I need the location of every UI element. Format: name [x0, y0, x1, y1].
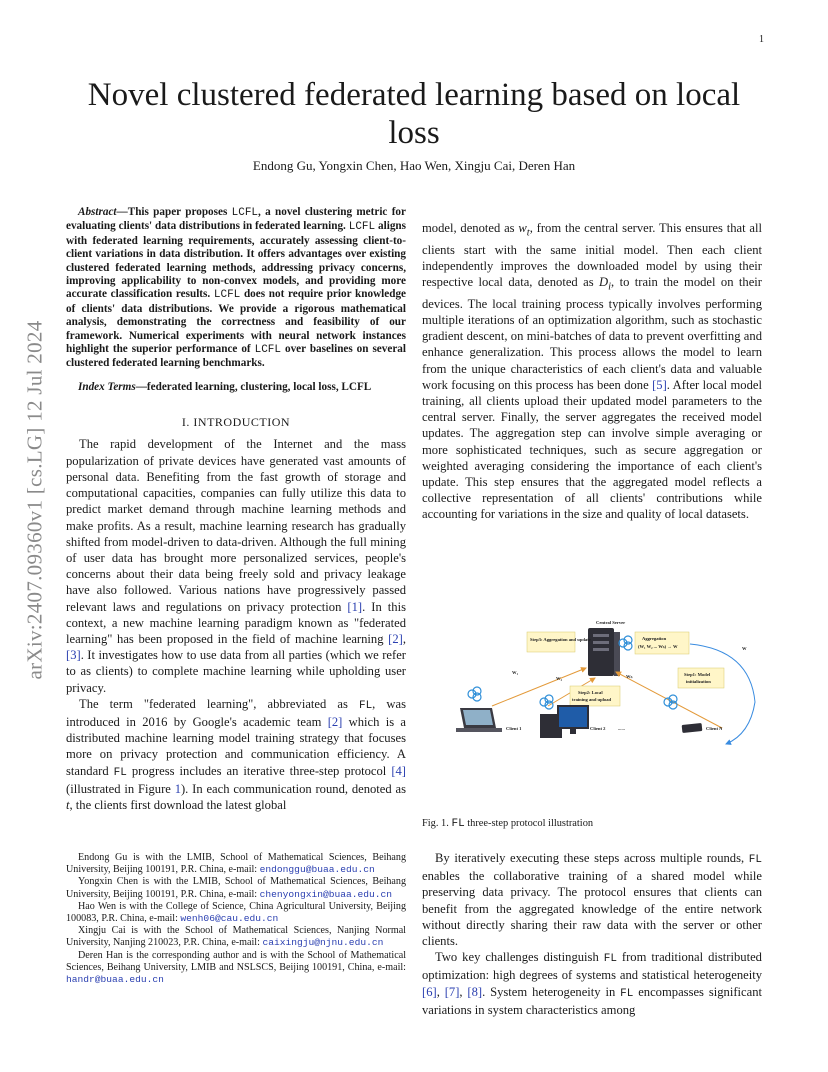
email-link[interactable]: handr@buaa.edu.cn [66, 974, 164, 986]
step1-box [678, 668, 724, 688]
right-column [422, 220, 762, 523]
arxiv-identifier [20, 300, 50, 700]
step3-box [527, 632, 575, 652]
step1-label: Step1: Model [684, 672, 711, 677]
author-footnotes [66, 852, 406, 986]
cloud-icon [619, 636, 632, 650]
clientn-label: Client N [706, 726, 723, 731]
text-run: . After local model training, all clients upload their updated model parameters to the central server. Finally, the server aggregates the received model updates. The aggregation step can involve simple averaging or more sophisticated techniques, such as secure aggregation or weighted averaging considering the importance of each client's update. This step ensures that the aggregated model reflects a collective representation of all clients' contributions while accounting for variations in the size and quality of local datasets. [422, 377, 762, 522]
ellipsis-label: ...... [618, 726, 625, 731]
aggregation-label: Aggregation [642, 636, 667, 641]
figure-link[interactable]: 1 [174, 781, 181, 796]
footnote-1 [66, 852, 406, 876]
section-heading-introduction: I. INTRODUCTION [181, 415, 291, 430]
abstract-text-4: does not require prior knowledge of clients' data distributions. We provide a rigorous mathematical analysis, demonstrating the correctness and feasibility of our framework. Numerical experiments with neural network instances highlight the superior performance of [66, 288, 407, 356]
right-paragraph-3: Two key challenges distinguish FL from traditional distributed optimization: high degrees of systems and statistical heterogeneity [6], [7], [8]. System heterogeneity in FL encompasses significant variations in system characteristics among [422, 950, 762, 1017]
text-run: from traditional distributed optimization: high degrees of systems and statistical heterogeneity [422, 950, 762, 983]
text-run: Xingju Cai is with the School of Mathematical Sciences, Nanjing Normal University, Nanjing 210023, P.R. China, e-mail: [66, 925, 406, 949]
footnote-2 [66, 876, 406, 900]
citation-link[interactable]: [8] [467, 984, 483, 999]
desktop-icon [540, 706, 588, 738]
lcfl-code: LCFL [213, 289, 241, 302]
email-link[interactable]: caixingju@njnu.edu.cn [262, 937, 384, 949]
fl-code: FL [603, 953, 617, 966]
client2-label: Client 2 [590, 726, 606, 731]
math-t-sub: t [526, 227, 530, 239]
phone-icon [682, 723, 703, 733]
lcfl-code: LCFL [231, 207, 259, 219]
text-run: Endong Gu is with the LMIB, School of Mathematical Sciences, Beihang University, Beijing 100191, P.R. China, e-mail: [66, 852, 406, 876]
cloud-icon [468, 687, 481, 701]
left-column [66, 206, 406, 813]
laptop-icon [456, 708, 502, 732]
citation-link[interactable]: [5] [652, 377, 667, 392]
step2-label: Step2: Local [578, 690, 603, 695]
caption-label: Fig. 1. [422, 818, 449, 829]
text-run: Two key challenges distinguish [435, 950, 604, 965]
fl-code: FL [113, 766, 127, 779]
step2-sub: training and upload [572, 697, 612, 702]
index-terms-label: Index Terms [78, 380, 136, 393]
math-i-sub: i [608, 281, 612, 293]
wn-label: Wₙ [626, 674, 633, 679]
footnote-4 [66, 925, 406, 949]
text-run: ). In each communication round, denoted as [180, 781, 406, 796]
right-paragraph-2 [422, 850, 762, 949]
footnote-5 [66, 950, 406, 987]
index-terms [66, 381, 406, 394]
step1-sub: initialization [686, 679, 711, 684]
intro-paragraph-2 [66, 696, 406, 813]
central-server-label: Central Server [596, 620, 626, 625]
text-run: , to train the model on their devices. The local training process typically involves performing multiple iterations of an optimization algorithm, such as stochastic gradient descent, on mini-batches of data to prevent overfitting and enhance generalization. This process allows the model to learn from the unique characteristics of each client's data and valuable work focusing on this process has been done [422, 275, 762, 392]
abstract [66, 206, 406, 371]
abstract-label: Abstract [78, 206, 117, 218]
right-paragraph-1 [422, 220, 762, 523]
page-number: 1 [759, 34, 764, 45]
client1-label: Client 1 [506, 726, 522, 731]
fl-code: FL [748, 854, 762, 866]
w1-label: W₁ [512, 670, 518, 675]
citation-link[interactable]: [6] [422, 984, 437, 999]
text-run: model, denoted as [422, 221, 519, 235]
index-terms-text: —federated learning, clustering, local loss, LCFL [135, 380, 372, 393]
text-run: . System heterogeneity in [482, 984, 621, 999]
text-run: , was introduced in 2016 by Google's academic team [66, 696, 406, 729]
text-run: , from the central server. This ensures that all clients start with the same initial model. Then each client independently improves the downloaded model by using their respective local data, denoted as [422, 221, 762, 290]
abstract-text-1: —This paper proposes [116, 206, 232, 218]
citation-link[interactable]: [2] [388, 631, 403, 646]
abstract-text-2: , a novel clustering metric for evaluating clients' data distributions in federated learning. [66, 206, 406, 233]
text-run: The rapid development of the Internet and the mass popularization of private devices have generated vast amounts of personal data. Benefiting from the fast growth of storage and computational capacities, companies can fully utilize this data to predict market demand through machine learning methods and make profits. As a result, machine learning research has gradually shifted from model-driven to data-driven. Although the full mining of user data has brought more personalized services, people's concerns about their data being freely sold and privacy leakage have also followed. Various nations have progressively passed relevant laws and regulations on privacy protection [66, 437, 406, 614]
caption-text: three-step protocol illustration [464, 818, 594, 829]
fl-code: FL [620, 987, 634, 1000]
paper-title: Novel clustered federated learning based on local loss [87, 77, 741, 151]
citation-link[interactable]: [2] [327, 714, 343, 729]
aggregation-formula: (W₁ W₂ ... Wₙ) → W [638, 644, 678, 649]
cloud-icon [664, 695, 677, 709]
text-run: progress includes an iterative three-step protocol [126, 763, 392, 778]
step2-box [570, 686, 620, 706]
text-run: By iteratively executing these steps across multiple rounds, [435, 851, 749, 865]
w2-label: W₂ [556, 676, 562, 681]
intro-paragraph-1: The rapid development of the Internet and the mass popularization of private devices have generated vast amounts of personal data. Benefiting from the fast growth of storage and computational capacities, companies can fully utilize this data to predict market demand through machine learning methods and make profits. As a result, machine learning research has gradually shifted from model-driven to data-driven. Although the full mining of user data has brought more personalized services, people's concerns about their data being freely sold and privacy leakage have also followed. Various nations have progressively passed relevant laws and regulations on privacy protection [1]. In this context, a new machine learning paradigm known as "federated learning" has been proposed in the field of machine learning [2], [3]. It investigates how to use data from all parties (which we refer to as clients) to complete machine learning while upholding user privacy. [66, 437, 407, 695]
email-link[interactable]: endonggu@buaa.edu.cn [259, 864, 375, 876]
lcfl-code: LCFL [254, 344, 282, 357]
math-t: t [66, 797, 70, 812]
right-column-lower [422, 850, 762, 1018]
citation-link[interactable]: [7] [444, 984, 460, 999]
email-link[interactable]: chenyongxin@buaa.edu.cn [259, 888, 393, 900]
text-run: which is a distributed machine learning model training strategy that focuses more on privacy protection and communication efficiency. A standard [66, 714, 406, 778]
fl-code: FL [358, 699, 373, 712]
text-run: Hao Wen is with the College of Science, China Agricultural University, Beijing 100083, P.R. China, e-mail: [66, 900, 406, 925]
text-run: , the clients first download the latest global [69, 797, 287, 812]
w-label: W [742, 646, 747, 651]
abstract-text-5: over baselines on several clustered federated learning benchmarks. [66, 343, 406, 370]
text-run: Deren Han is the corresponding author and is with the School of Mathematical Sciences, Beihang University, LMIB and NSLSCS, Beijing 100191, China, e-mail: [66, 949, 406, 973]
text-run: Yongxin Chen is with the LMIB, School of Mathematical Sciences, Beihang University, Beijing 100191, P.R. China, e-mail: [66, 876, 406, 900]
text-run: The term "federated learning", abbreviated as [79, 696, 359, 711]
citation-link[interactable]: [3] [66, 648, 81, 663]
abstract-text-3: aligns with federated learning requirements, accurately assessing client-to-client variations in data distribution. It offers advantages over existing clustered federated learning methods, addressing privacy concerns, improving applicability to non-convex models, and providing more accurate classification results. [66, 220, 406, 301]
math-w: w [518, 221, 527, 235]
cloud-icon [540, 695, 553, 709]
text-run: enables the collaborative training of a shared model while preserving data privacy. The protocol ensures that clients can benefit from the aggregated knowledge of the entire network without directly sharing their raw data with the server or other clients. [422, 869, 762, 949]
text-run: . It investigates how to use data from all parties (which we refer to as clients) to complete machine learning while upholding user privacy. [66, 648, 406, 695]
text-run: (illustrated in Figure [66, 781, 175, 796]
footnote-3 [66, 901, 406, 925]
step3-label: Step3: Aggregation and update [530, 637, 591, 642]
text-run: encompasses significant variations in system characteristics among [422, 984, 762, 1017]
text-run: . In this context, a new machine learning paradigm known as "federated learning" has been proposed in the field of machine learning [66, 599, 407, 646]
email-link[interactable]: wenh06@cau.edu.cn [180, 913, 279, 925]
caption-code: FL [451, 818, 465, 830]
lcfl-code: LCFL [348, 221, 376, 234]
fl-protocol-figure [450, 610, 770, 760]
figure-caption [422, 818, 593, 830]
citation-link[interactable]: [1] [347, 599, 363, 614]
arxiv-identifier-text: arXiv:2407.09360v1 [cs.LG] 12 Jul 2024 [22, 320, 47, 680]
author-list: Endong Gu, Yongxin Chen, Hao Wen, Xingju Cai, Deren Han [252, 158, 576, 173]
math-d: D [599, 275, 609, 290]
server-icon [588, 628, 620, 676]
citation-link[interactable]: [4] [391, 763, 406, 778]
